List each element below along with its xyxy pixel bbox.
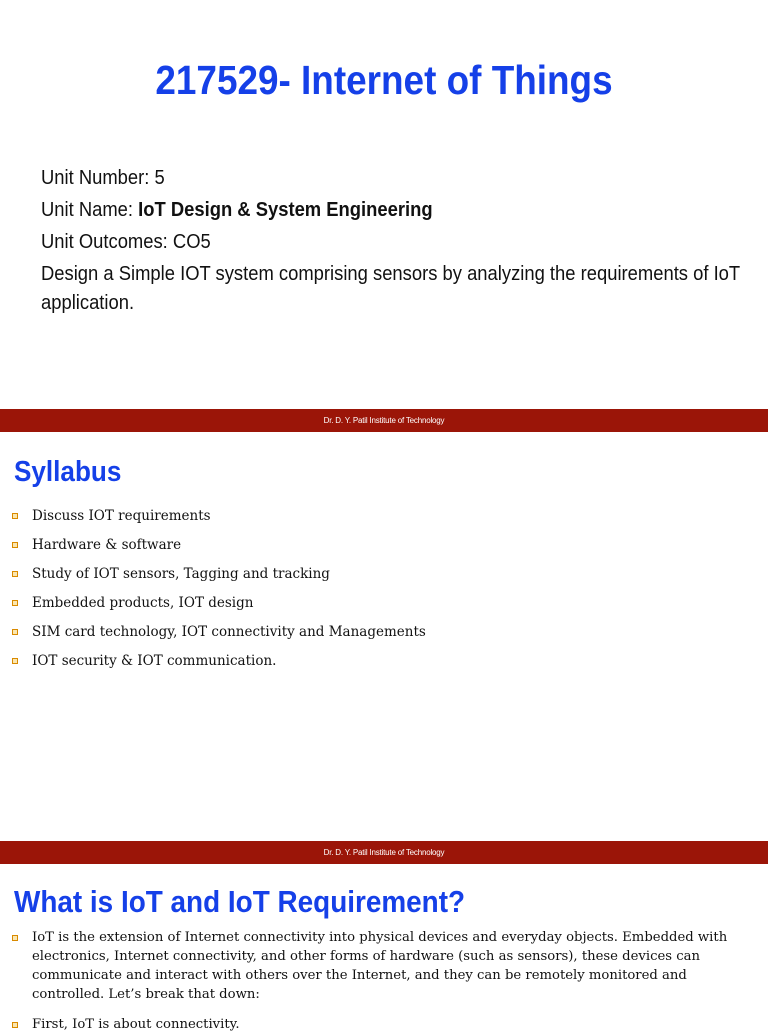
unit-name-prefix: Unit Name:	[41, 199, 139, 221]
unit-description: Design a Simple IOT system comprising sensors by analyzing the requirements of IoT application.	[41, 263, 740, 314]
square-bullet-icon	[12, 629, 18, 635]
square-bullet-icon	[12, 542, 18, 548]
iot-definition-paragraph: IoT is the extension of Internet connectivity into physical devices and everyday objects. Embedded with electronics, Internet connectivity, and other forms of hardware (such as sensors), these devices can communicate and interact with others over the Internet, and they can be remotely monitored and controlled. Let’s break that down:	[32, 930, 728, 1002]
list-item-text: Embedded products, IOT design	[32, 595, 254, 611]
list-item-text: Discuss IOT requirements	[32, 508, 211, 524]
list-item	[0, 650, 426, 679]
section-title: Syllabus	[14, 456, 122, 488]
slide-iot-requirement	[0, 864, 768, 1032]
list-item-text: Hardware & software	[32, 537, 182, 553]
square-bullet-icon	[12, 935, 18, 941]
list-item	[0, 563, 426, 592]
list-item-text: IOT security & IOT communication.	[32, 653, 277, 669]
course-title: 217529- Internet of Things	[155, 57, 613, 103]
unit-name: IoT Design & System Engineering	[138, 199, 433, 221]
slide-syllabus	[0, 432, 768, 864]
list-item	[0, 592, 426, 621]
list-item-text: Study of IOT sensors, Tagging and tracking	[32, 566, 330, 582]
unit-name-line	[41, 194, 685, 226]
list-item-text: SIM card technology, IOT connectivity and Managements	[32, 624, 426, 640]
square-bullet-icon	[12, 571, 18, 577]
square-bullet-icon	[12, 600, 18, 606]
next-bullet-text: First, IoT is about connectivity.	[32, 1017, 240, 1032]
square-bullet-icon	[12, 513, 18, 519]
footer-bar: Dr. D. Y. Patil Institute of Technology	[0, 841, 768, 864]
syllabus-list	[0, 505, 426, 679]
square-bullet-icon	[12, 658, 18, 664]
unit-number: Unit Number: 5	[41, 167, 165, 189]
unit-outcomes: Unit Outcomes: CO5	[41, 231, 211, 253]
footer-bar: Dr. D. Y. Patil Institute of Technology	[0, 409, 768, 432]
list-item	[0, 505, 426, 534]
square-bullet-icon	[12, 1022, 18, 1028]
slide-title	[0, 0, 768, 432]
section-title: What is IoT and IoT Requirement?	[14, 884, 466, 919]
list-item	[0, 534, 426, 563]
list-item	[0, 621, 426, 650]
unit-info	[41, 162, 741, 318]
